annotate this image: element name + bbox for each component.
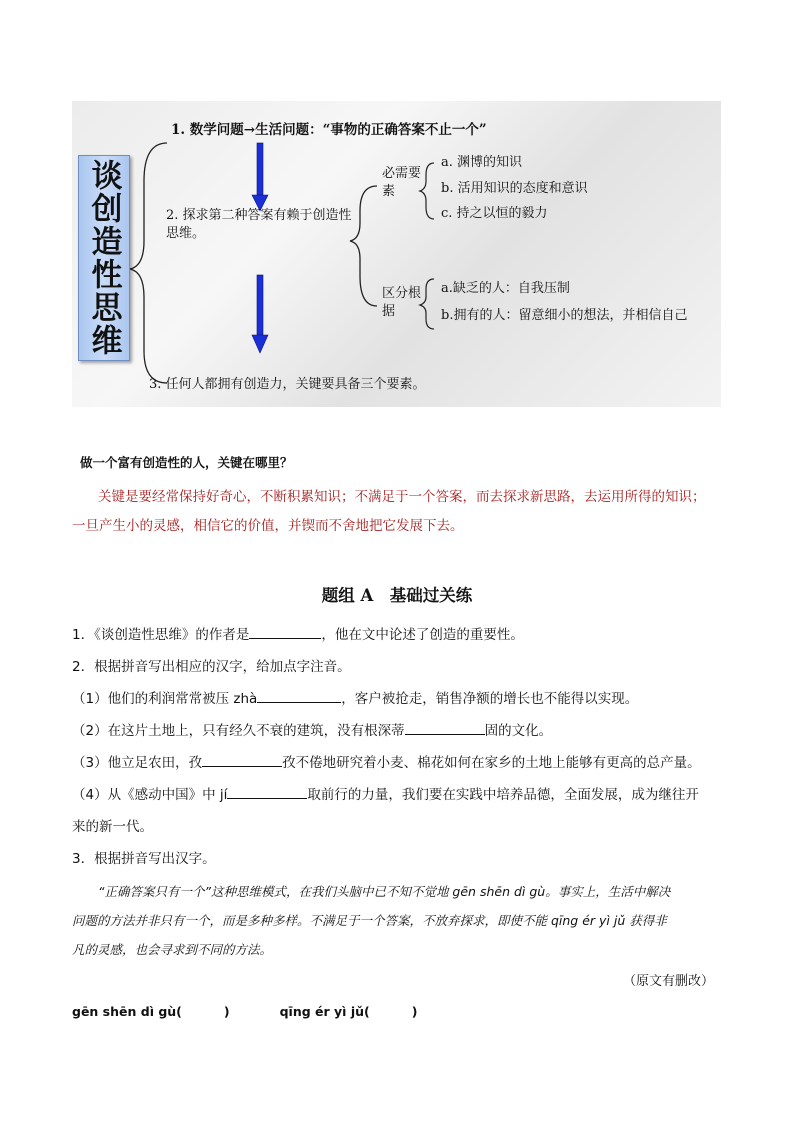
answer-blank[interactable]	[257, 690, 341, 703]
question-2: 2．根据拼音写出相应的汉字，给加点字注音。	[72, 659, 351, 675]
question-2-3: （3）他立足农田，孜 孜不倦地研究着小麦、棉花如何在家乡的土地上能够有更高的总产量。	[72, 755, 701, 771]
distinguish-item-a: a.缺乏的人：自我压制	[441, 281, 570, 296]
answer-blank[interactable]	[405, 722, 485, 735]
required-item-c: c. 持之以恒的毅力	[441, 206, 548, 221]
branch-distinguish: 区分根据	[382, 286, 422, 319]
distinguish-item-b: b.拥有的人：留意细小的想法，并相信自己	[441, 308, 688, 323]
down-arrow-2	[252, 275, 268, 353]
answer-block	[72, 483, 732, 541]
branch-required: 必需要素	[382, 166, 422, 199]
answer-blank[interactable]	[249, 626, 321, 639]
mindmap-panel	[72, 101, 721, 407]
main-brace	[130, 143, 167, 383]
mindmap-title: 谈创造性思维	[85, 159, 122, 357]
question-2-2: （2）在这片土地上，只有经久不衰的建筑，没有根深蒂 固的文化。	[72, 723, 553, 739]
question-2-4-cont: 来的新一代。	[72, 819, 153, 835]
down-arrow-1	[252, 143, 268, 211]
question-3: 3．根据拼音写出汉字。	[72, 851, 216, 867]
mindmap-connectors	[72, 101, 721, 407]
answer-blank[interactable]	[202, 754, 282, 767]
source-note: （原文有删改）	[622, 974, 714, 989]
mindmap-node-1: 1. 数学问题→生活问题：“事物的正确答案不止一个”	[171, 122, 487, 138]
required-item-b: b. 活用知识的态度和意识	[441, 181, 588, 196]
mindmap-title-box	[78, 155, 130, 361]
passage	[72, 877, 722, 964]
question-1: 1．《谈创造性思维》的作者是 ，他在文中论述了创造的重要性。	[72, 627, 524, 643]
passage-line-3: 凡的灵感，也会寻求到不同的方法。	[72, 942, 273, 957]
pinyin-answer-line: gēn shēn dì gù( ) qīng ér yì jǔ( )	[72, 1004, 418, 1019]
answer-line-1: 关键是要经常保持好奇心，不断积累知识；不满足于一个答案，而去探求新思路，去运用所得的知识；	[98, 489, 706, 505]
mindmap-node-2: 2. 探求第二种答案有赖于创造性思维。	[166, 208, 352, 241]
passage-line-1: “正确答案只有一个”这种思维模式，在我们头脑中已不知不觉地 gēn shēn dì gù。事实上，生活中解决	[98, 884, 671, 899]
question-2-1: （1）他们的利润常常被压 zhà ，客户被抢走，销售净额的增长也不能得以实现。	[72, 691, 639, 707]
secondary-brace	[350, 186, 377, 306]
answer-blank[interactable]	[227, 786, 307, 799]
key-question: 做一个富有创造性的人，关键在哪里？	[80, 455, 293, 470]
section-title: 题组 A 基础过关练	[321, 586, 473, 605]
passage-line-2: 问题的方法并非只有一个，而是多种多样。不满足于一个答案，不放弃探求，即使不能 qīng ér yì jǔ 获得非	[72, 913, 667, 928]
question-2-4: （4）从《感动中国》中 jí 取前行的力量，我们要在实践中培养品德，全面发展，成为继往开	[72, 787, 699, 803]
answer-line-2: 一旦产生小的灵感，相信它的价值，并锲而不舍地把它发展下去。	[72, 518, 464, 534]
required-item-a: a. 渊博的知识	[441, 155, 523, 170]
mindmap-node-3: 3. 任何人都拥有创造力，关键要具备三个要素。	[149, 377, 426, 392]
